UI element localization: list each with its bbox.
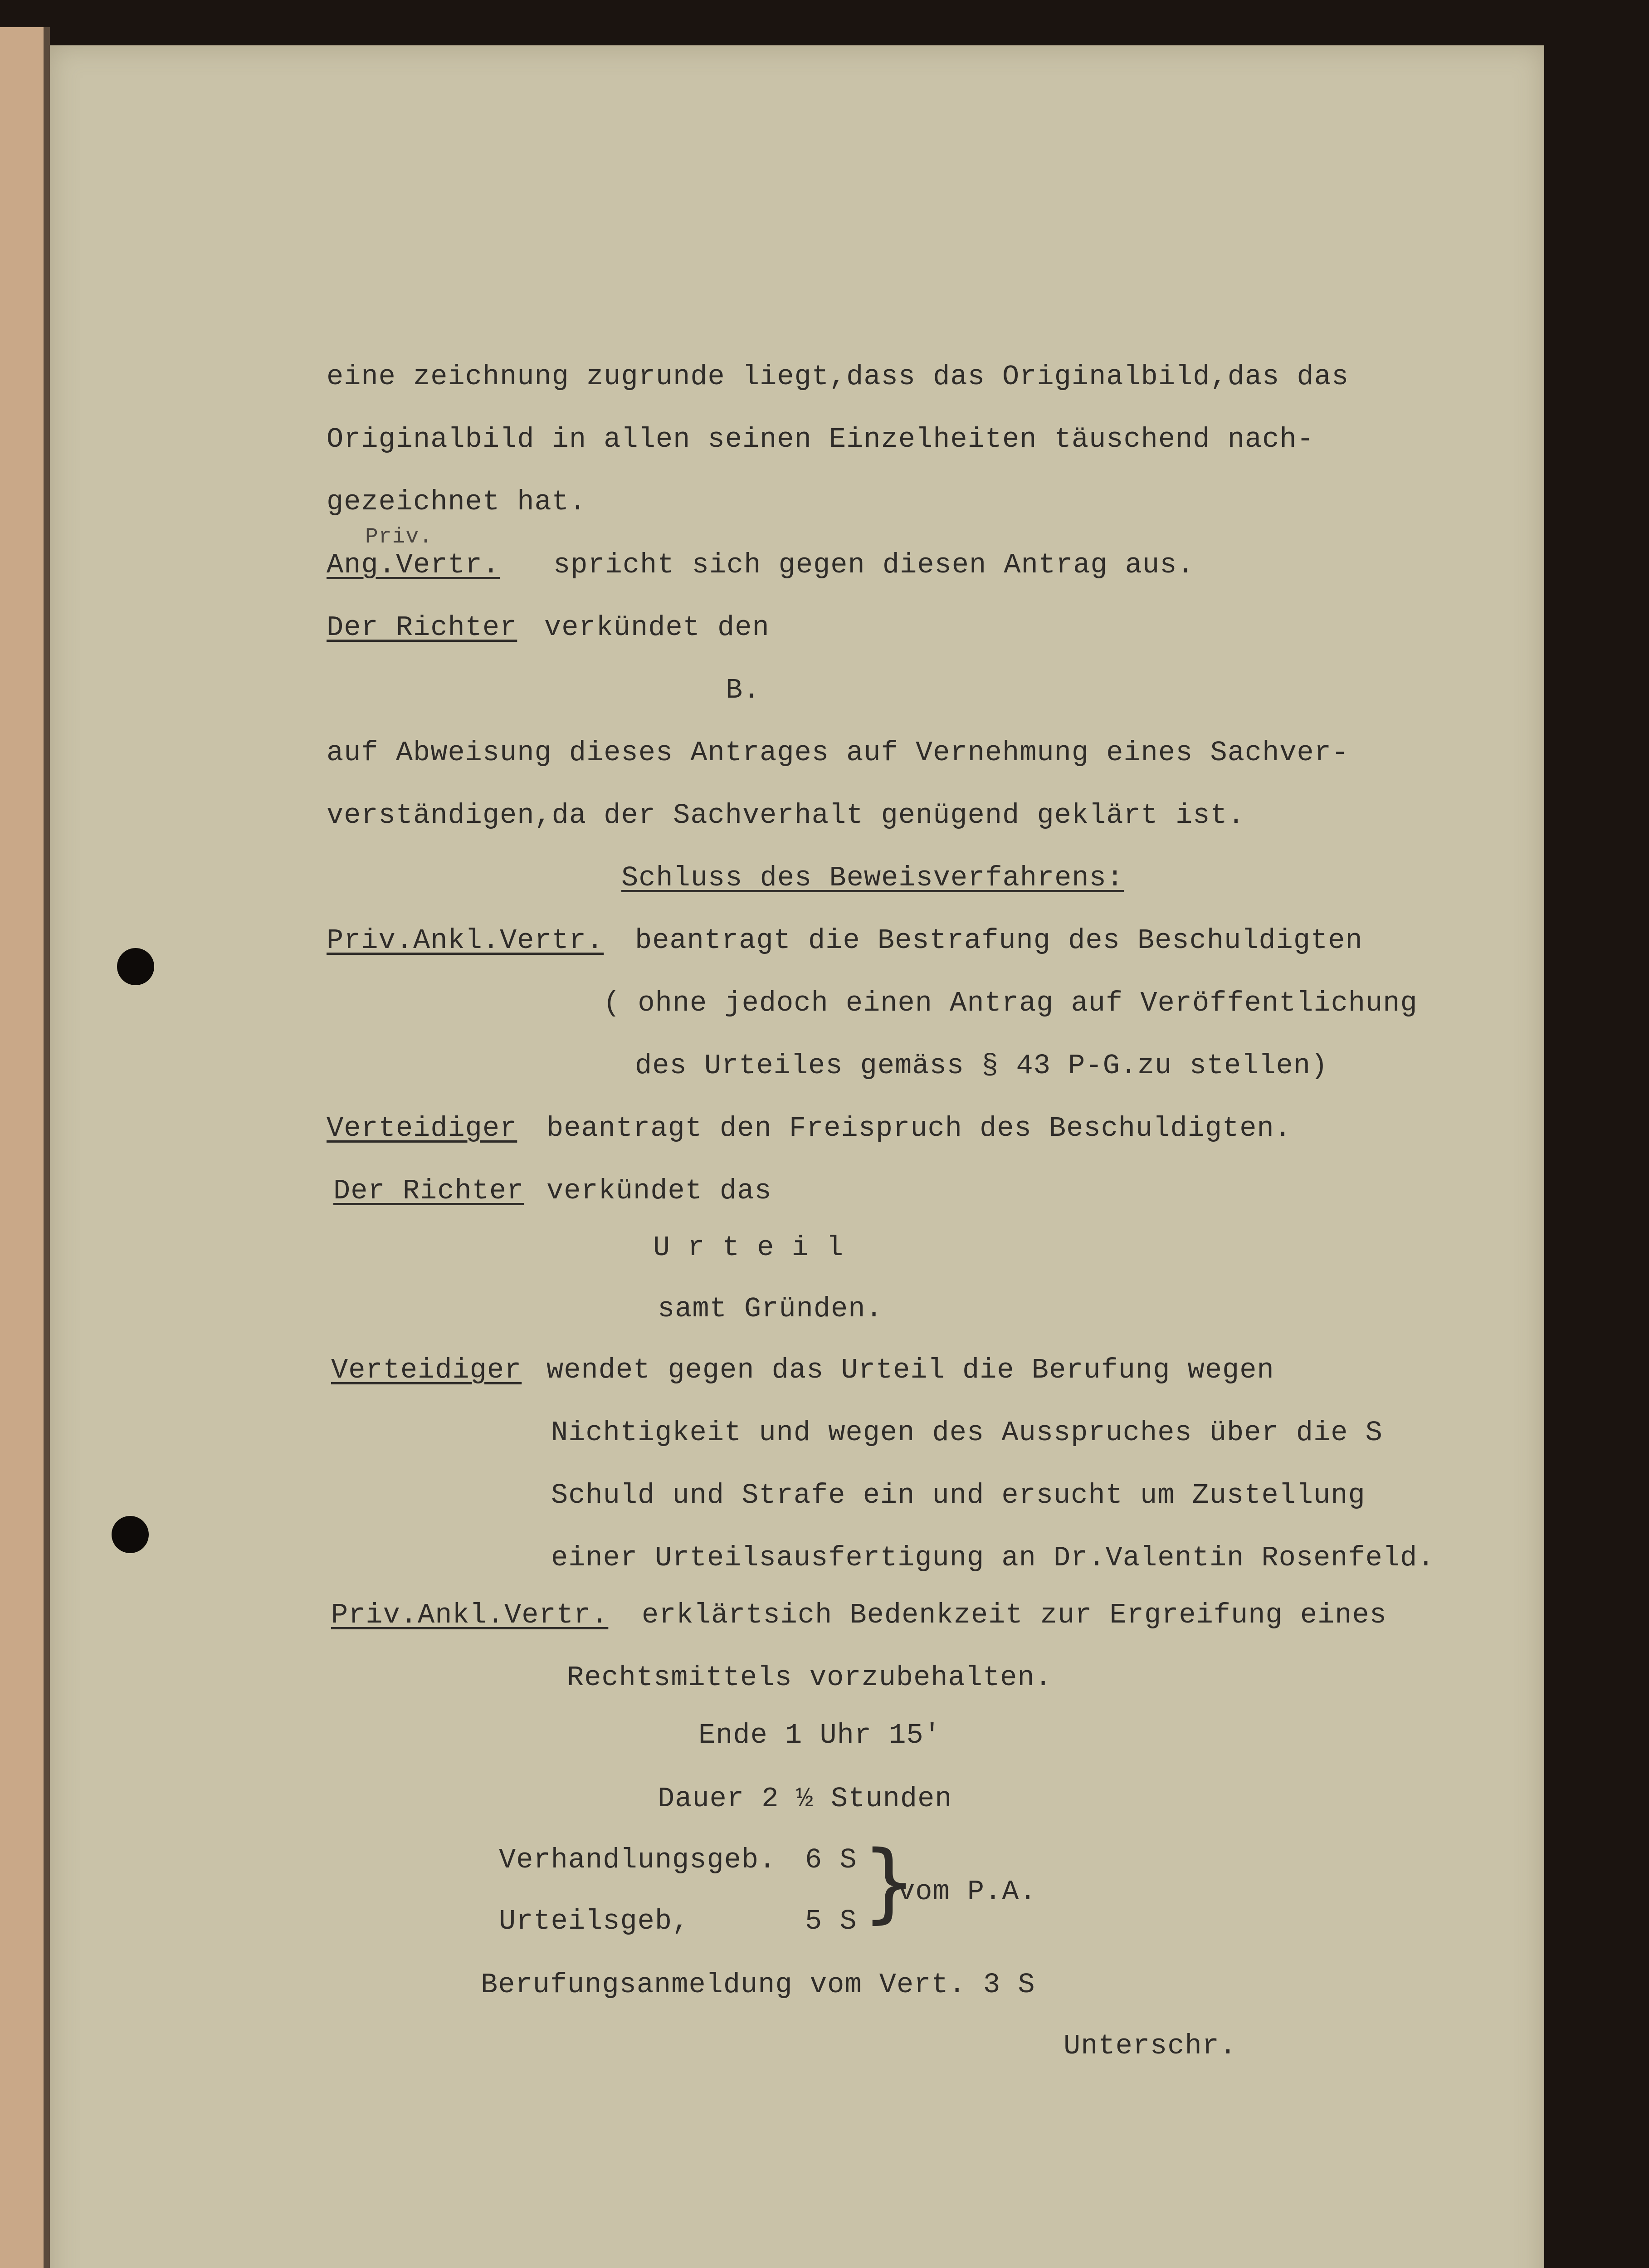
- fee-amount: 5 S: [805, 1905, 857, 1937]
- interlinear-note: Priv.: [365, 525, 433, 549]
- text-line: gezeichnet hat.: [327, 486, 587, 518]
- entry-text: verkündet den: [544, 611, 770, 644]
- section-heading: Schluss des Beweisverfahrens:: [621, 862, 1124, 894]
- motion-text: des Urteiles gemäss § 43 P-G.zu stellen): [635, 1050, 1328, 1082]
- appeal-line: Schuld und Strafe ein und ersucht um Zustellung: [551, 1479, 1366, 1511]
- reservation-line: erklärtsich Bedenkzeit zur Ergreifung eines: [642, 1599, 1387, 1631]
- speaker-label: Priv.Ankl.Vertr.: [331, 1599, 609, 1631]
- speaker-label: Der Richter: [327, 611, 517, 644]
- decision-line: auf Abweisung dieses Antrages auf Vernehmung eines Sachver-: [327, 737, 1349, 769]
- adjacent-page-edge: [0, 27, 44, 2268]
- fee-brace: }: [862, 1832, 917, 1932]
- motion-text: ( ohne jedoch einen Antrag auf Veröffentlichung: [603, 987, 1418, 1019]
- speaker-label: Ang.Vertr.: [327, 549, 500, 581]
- motion-text: beantragt den Freispruch des Beschuldigten.: [546, 1112, 1292, 1144]
- decision-line: verständigen,da der Sachverhalt genügend geklärt ist.: [327, 799, 1245, 831]
- text-line: eine zeichnung zugrunde liegt,dass das Originalbild,das das: [327, 361, 1349, 393]
- speaker-label: Priv.Ankl.Vertr.: [327, 924, 604, 957]
- fee-amount: 6 S: [805, 1844, 857, 1876]
- end-time: Ende 1 Uhr 15': [698, 1719, 941, 1751]
- verdict-heading: U r t e i l: [653, 1232, 844, 1264]
- motion-text: verkündet das: [546, 1175, 772, 1207]
- punch-hole-top: [117, 948, 154, 985]
- speaker-label: Verteidiger: [331, 1354, 522, 1386]
- appeal-line: einer Urteilsausfertigung an Dr.Valentin Rosenfeld.: [551, 1542, 1435, 1574]
- appeal-line: Nichtigkeit und wegen des Ausspruches über die S: [551, 1417, 1383, 1449]
- signature-line: Unterschr.: [1064, 2030, 1237, 2062]
- decision-heading: B.: [726, 674, 761, 706]
- text-line: Originalbild in allen seinen Einzelheiten täuschend nach-: [327, 423, 1314, 455]
- duration: Dauer 2 ½ Stunden: [658, 1783, 952, 1815]
- reservation-line: Rechtsmittels vorzubehalten.: [567, 1662, 1052, 1694]
- appeal-fee: Berufungsanmeldung vom Vert. 3 S: [481, 1969, 1035, 2001]
- appeal-line: wendet gegen das Urteil die Berufung wegen: [546, 1354, 1274, 1386]
- verdict-subheading: samt Gründen.: [658, 1293, 883, 1325]
- fee-label: Verhandlungsgeb.: [499, 1844, 776, 1876]
- speaker-label: Verteidiger: [327, 1112, 517, 1144]
- entry-text: spricht sich gegen diesen Antrag aus.: [553, 549, 1195, 581]
- punch-hole-bottom: [112, 1516, 149, 1553]
- page-gutter-shadow: [44, 27, 50, 2268]
- fee-label: Urteilsgeb,: [499, 1905, 690, 1937]
- speaker-label: Der Richter: [333, 1175, 524, 1207]
- motion-text: beantragt die Bestrafung des Beschuldigten: [635, 924, 1363, 957]
- fees-payer: vom P.A.: [898, 1876, 1037, 1908]
